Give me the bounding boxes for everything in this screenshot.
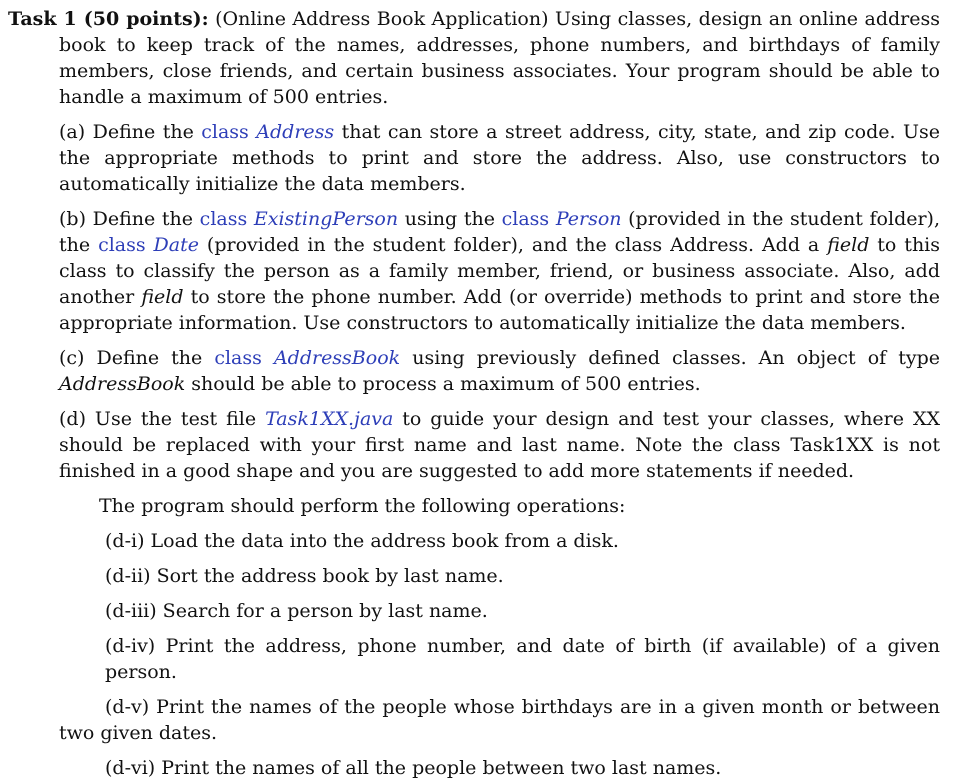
part-a-paragraph	[59, 119, 940, 197]
operation-item: (d-vi) Print the names of all the people between two last names.	[105, 757, 722, 779]
class-link-address[interactable]: class Address	[201, 121, 335, 143]
task-1-paragraph	[8, 6, 940, 110]
class-link-person[interactable]: class Person	[501, 208, 622, 230]
part-c-text-2: using previously defined classes. An object of type	[400, 347, 940, 369]
type-name-address-book: AddressBook	[59, 373, 186, 395]
operation-item: (d-ii) Sort the address book by last name.	[105, 565, 504, 587]
class-link-existing-person[interactable]: class ExistingPerson	[199, 208, 399, 230]
task-heading: Task 1 (50 points):	[8, 8, 209, 30]
class-link-date[interactable]: class Date	[98, 234, 199, 256]
field-term-2: field	[141, 286, 184, 308]
operation-item: (d-v) Print the names of the people whose birthdays are in a given month or between two given dates.	[59, 696, 940, 744]
part-d-text-2: to guide your design and test your classes, where XX should be replaced with your first name and last name. Note the class Task1XX is not finished in a good shape and you are suggested to add more statements if needed.	[59, 408, 940, 482]
operation-item: (d-iv) Print the address, phone number, and date of birth (if available) of a given person.	[105, 635, 940, 683]
operation-item: (d-i) Load the data into the address book from a disk.	[105, 530, 619, 552]
part-c-paragraph	[59, 345, 940, 397]
class-link-address-book[interactable]: class AddressBook	[214, 347, 401, 369]
part-c-text-3: should be able to process a maximum of 500 entries.	[185, 373, 701, 395]
part-b-text-5: to this class to classify the person as a family member, friend, or business associate. Also, add another	[59, 234, 941, 308]
part-b-text-3: (provided in the student folder), the	[59, 208, 941, 256]
part-a-text-2: that can store a street address, city, state, and zip code. Use the appropriate methods to print and store the address. Also, use constructors to automatically initialize the data members.	[59, 121, 940, 195]
part-b-text-2: using the	[398, 208, 502, 230]
task-intro: (Online Address Book Application) Using classes, design an online address book to keep track of the names, addresses, phone numbers, and birthdays of family members, close friends, and certain business associates. Your program should be able to handle a maximum of 500 entries.	[59, 8, 940, 108]
operation-item: (d-iii) Search for a person by last name.	[105, 600, 488, 622]
file-link-task1xx[interactable]: Task1XX.java	[265, 408, 394, 430]
part-b-text-6: to store the phone number. Add (or override) methods to print and store the appropriate information. Use constructors to automatically initialize the data members.	[59, 286, 940, 334]
part-c-text-1: (c) Define the	[59, 347, 215, 369]
part-a-text-1: (a) Define the	[59, 121, 202, 143]
part-d-text-1: (d) Use the test file	[59, 408, 266, 430]
part-b-text-4: (provided in the student folder), and the class Address. Add a	[199, 234, 828, 256]
part-d-paragraph	[59, 406, 940, 484]
field-term-1: field	[827, 234, 870, 256]
part-b-paragraph	[59, 206, 940, 336]
operations-intro: The program should perform the following operations:	[99, 495, 626, 517]
part-b-text-1: (b) Define the	[59, 208, 200, 230]
